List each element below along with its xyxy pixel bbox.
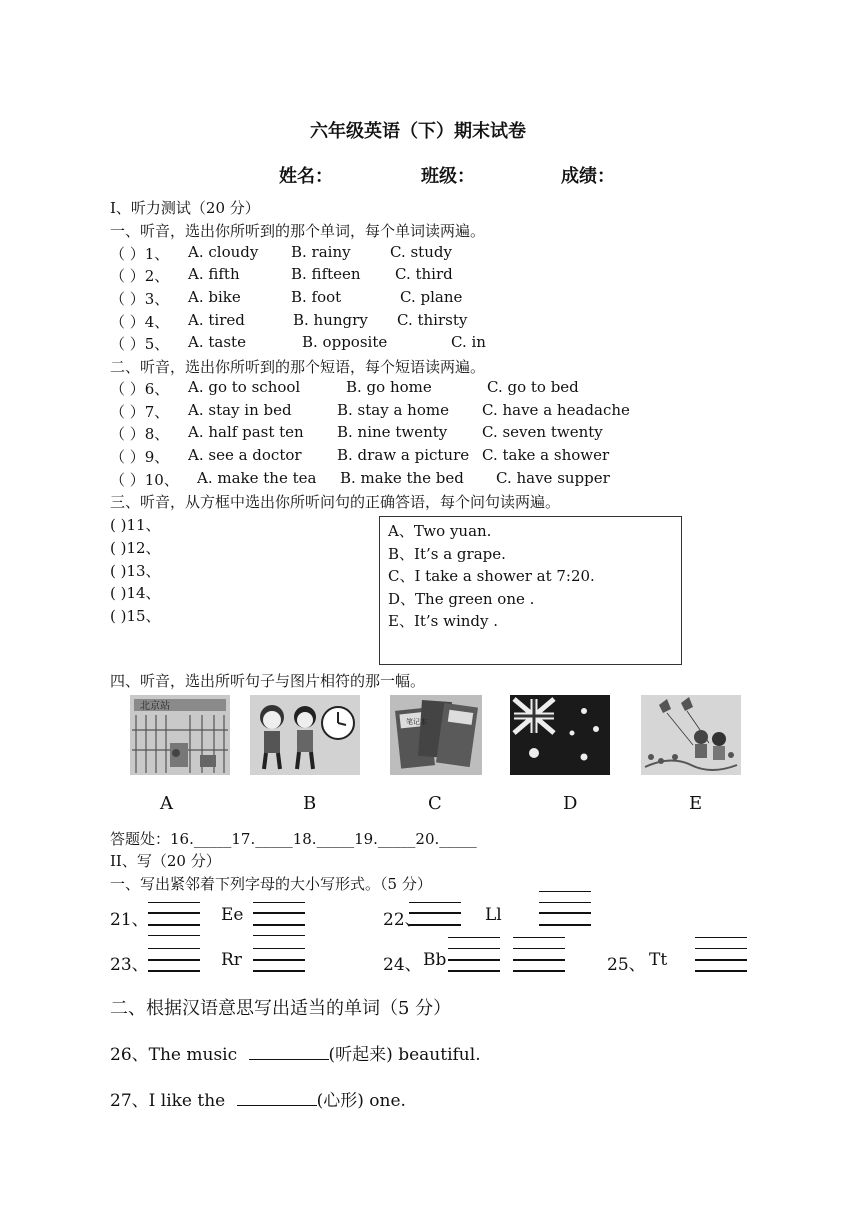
picture-station bbox=[130, 695, 230, 775]
part2-heading: II、写（20 分） bbox=[110, 852, 221, 870]
picture-label-b: B bbox=[303, 793, 317, 814]
letter-item-letter: Ee bbox=[221, 905, 244, 925]
option-a: A. taste bbox=[188, 333, 246, 351]
letter-item-letter: Bb bbox=[423, 950, 447, 970]
notebooks-image bbox=[390, 695, 482, 775]
option-b: B. draw a picture bbox=[337, 446, 470, 464]
option-c: C. have supper bbox=[496, 469, 610, 487]
letter-item-number: 23、 bbox=[110, 955, 149, 975]
option-b: B. rainy bbox=[291, 243, 351, 261]
item-number: （ ）7、 bbox=[110, 403, 170, 421]
option-c: C. go to bed bbox=[487, 378, 579, 396]
score-field-label: 成绩： bbox=[561, 166, 615, 187]
option-a: A. cloudy bbox=[188, 243, 259, 261]
option-c: C. thirsty bbox=[397, 311, 468, 329]
option-a: A. go to school bbox=[188, 378, 301, 396]
option-c: C. seven twenty bbox=[482, 423, 603, 441]
letter-item-number: 25、 bbox=[607, 955, 646, 975]
item-number: ( )11、 bbox=[110, 516, 161, 534]
item-number: ( )15、 bbox=[110, 607, 161, 625]
item-number: （ ）8、 bbox=[110, 425, 170, 443]
fill-item-26 bbox=[110, 1040, 481, 1065]
item-number: （ ）3、 bbox=[110, 290, 170, 308]
picture-label-d: D bbox=[563, 793, 578, 814]
answer-option: E、It’s windy . bbox=[388, 612, 499, 630]
picture-kids-clock bbox=[250, 695, 360, 775]
option-a: A. bike bbox=[188, 288, 241, 306]
item-number: （ ）9、 bbox=[110, 448, 170, 466]
item-number: （ ）6、 bbox=[110, 380, 170, 398]
answer-option: C、I take a shower at 7:20. bbox=[388, 567, 595, 585]
notebook-label-text: 笔记本 bbox=[406, 718, 427, 726]
option-a: A. see a doctor bbox=[188, 446, 302, 464]
fill-item-text: 27、I like the bbox=[110, 1091, 231, 1111]
class-field-label: 班级： bbox=[421, 166, 475, 187]
section4-instruction: 四、听音，选出所听句子与图片相符的那一幅。 bbox=[110, 672, 426, 690]
station-image bbox=[130, 695, 230, 775]
item-number: （ ）4、 bbox=[110, 313, 170, 331]
option-b: B. stay a home bbox=[337, 401, 449, 419]
option-b: B. hungry bbox=[293, 311, 368, 329]
option-c: C. in bbox=[451, 333, 486, 351]
fill-item-hint: (心形) one. bbox=[316, 1091, 406, 1111]
option-a: A. stay in bed bbox=[188, 401, 292, 419]
option-c: C. study bbox=[390, 243, 452, 261]
letter-item-letter: Tt bbox=[649, 950, 668, 970]
item-number: （ ）1、 bbox=[110, 245, 170, 263]
answer-blank[interactable] bbox=[249, 1045, 329, 1060]
answer-blank[interactable] bbox=[237, 1091, 317, 1106]
option-b: B. opposite bbox=[302, 333, 388, 351]
section1-instruction: 一、听音，选出你所听到的那个单词，每个单词读两遍。 bbox=[110, 222, 486, 240]
answer-option: D、The green one . bbox=[388, 590, 535, 608]
letter-item-letter: Rr bbox=[221, 950, 242, 970]
picture-kites bbox=[641, 695, 741, 775]
fill-item-hint: (听起来) beautiful. bbox=[328, 1045, 481, 1065]
option-c: C. plane bbox=[400, 288, 463, 306]
letter-item-number: 21、 bbox=[110, 910, 149, 930]
picture-label-c: C bbox=[428, 793, 442, 814]
picture-label-a: A bbox=[160, 793, 173, 814]
option-a: A. tired bbox=[188, 311, 245, 329]
answer-option: A、Two yuan. bbox=[388, 522, 492, 540]
name-field-label: 姓名： bbox=[279, 166, 333, 187]
fill-item-27 bbox=[110, 1086, 406, 1111]
kids-clock-image bbox=[250, 695, 360, 775]
letter-item-number: 24、 bbox=[383, 955, 422, 975]
answer-line: 答题处：16._____17._____18._____19._____20._____ bbox=[110, 830, 477, 848]
item-number: ( )12、 bbox=[110, 539, 161, 557]
option-c: C. take a shower bbox=[482, 446, 610, 464]
option-a: A. make the tea bbox=[197, 469, 317, 487]
page-title: 六年级英语（下）期末试卷 bbox=[310, 121, 526, 142]
picture-label-e: E bbox=[689, 793, 703, 814]
letter-item-letter: Ll bbox=[485, 905, 502, 925]
section3-instruction: 三、听音，从方框中选出你所听问句的正确答语，每个问句读两遍。 bbox=[110, 493, 561, 511]
section2-instruction: 二、听音，选出你所听到的那个短语，每个短语读两遍。 bbox=[110, 358, 486, 376]
option-b: B. go home bbox=[346, 378, 432, 396]
option-b: B. foot bbox=[291, 288, 342, 306]
fill-item-text: 26、The music bbox=[110, 1045, 243, 1065]
item-number: （ ）10、 bbox=[110, 471, 179, 489]
option-a: A. half past ten bbox=[188, 423, 304, 441]
letter-item-number: 22、 bbox=[383, 910, 422, 930]
kites-image bbox=[641, 695, 741, 775]
option-b: B. nine twenty bbox=[337, 423, 448, 441]
item-number: ( )13、 bbox=[110, 562, 161, 580]
item-number: ( )14、 bbox=[110, 584, 161, 602]
option-b: B. fifteen bbox=[291, 265, 361, 283]
option-c: C. third bbox=[395, 265, 453, 283]
write-section1-instruction: 一、写出紧邻着下列字母的大小写形式。（5 分） bbox=[110, 875, 432, 893]
answer-option: B、It’s a grape. bbox=[388, 545, 506, 563]
picture-notebooks bbox=[390, 695, 482, 775]
part1-heading: I、听力测试（20 分） bbox=[110, 199, 260, 217]
write-section2-instruction: 二、根据汉语意思写出适当的单词（5 分） bbox=[110, 998, 452, 1019]
item-number: （ ）5、 bbox=[110, 335, 170, 353]
answer-options-box bbox=[379, 516, 682, 665]
option-a: A. fifth bbox=[188, 265, 240, 283]
station-sign-text: 北京站 bbox=[140, 701, 170, 712]
picture-australian-flag bbox=[510, 695, 610, 775]
option-b: B. make the bed bbox=[340, 469, 464, 487]
item-number: （ ）2、 bbox=[110, 267, 170, 285]
option-c: C. have a headache bbox=[482, 401, 630, 419]
flag-image bbox=[510, 695, 610, 775]
